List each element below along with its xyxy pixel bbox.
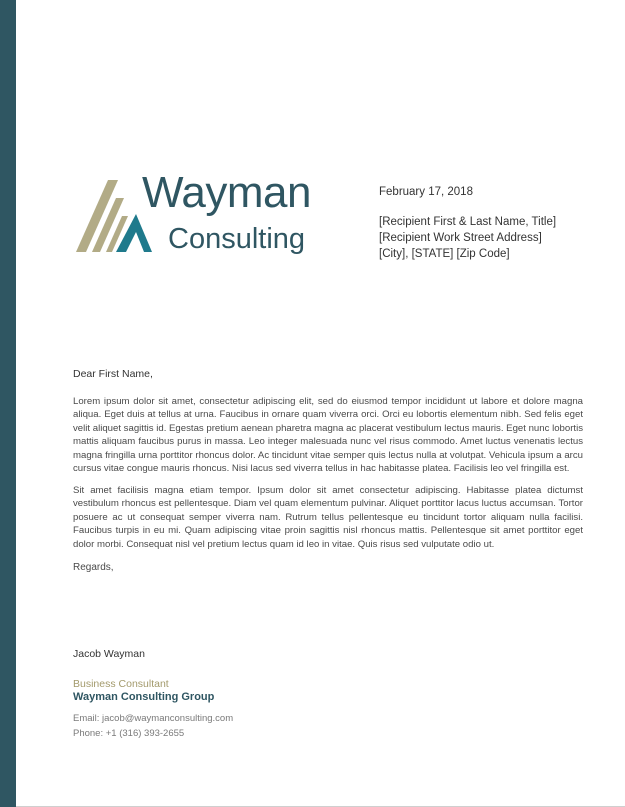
signature-name: Jacob Wayman xyxy=(73,648,145,660)
side-accent-bar xyxy=(0,0,16,807)
logo-wordmark: Wayman xyxy=(142,168,311,217)
logo-subtitle: Consulting xyxy=(168,223,306,255)
signature-title: Business Consultant xyxy=(73,678,169,690)
body-paragraph-2: Sit amet facilisis magna etiam tempor. Ipsum dolor sit amet consectetur adipiscing. Habitasse platea dictumst vestibulum rhoncus est pellentesque. Diam vel quam elementum pulvinar. Aliquet porttitor lacus luctus accumsan. Tortor posuere ac ut consequat semper viverra nam. Rutrum tellus pellentesque eu tincidunt tortor aliquam nulla facilisi. Faucibus turpis in eu mi. Quam adipiscing vitae proin sagittis nisl rhoncus mattis. Pellentesque sit amet porttitor eget dolor morbi. Consequat nisl vel pretium lectus quam id leo in vitae. Quis risus sed vulputate odio ut. xyxy=(73,484,583,550)
company-logo xyxy=(72,168,322,263)
letter-date: February 17, 2018 xyxy=(379,186,473,198)
signature-email: Email: jacob@waymanconsulting.com xyxy=(73,713,234,724)
recipient-street-line: [Recipient Work Street Address] xyxy=(379,232,542,244)
signature-company: Wayman Consulting Group xyxy=(73,691,215,703)
greeting: Dear First Name, xyxy=(73,368,153,380)
letter-body xyxy=(73,368,583,575)
closing: Regards, xyxy=(73,562,114,573)
signature-phone: Phone: +1 (316) 393-2655 xyxy=(73,728,185,739)
address-block xyxy=(379,184,556,262)
recipient-name-line: [Recipient First & Last Name, Title] xyxy=(379,216,557,228)
recipient-city-line: [City], [STATE] [Zip Code] xyxy=(379,248,510,260)
body-paragraph-1: Lorem ipsum dolor sit amet, consectetur adipiscing elit, sed do eiusmod tempor incididunt ut labore et dolore magna aliqua. Eget duis at tellus at urna. Faucibus in ornare quam viverra orci. Orci eu lobortis elementum nibh. Sed felis eget velit aliquet sagittis id. Egestas pretium aenean pharetra magna ac placerat vestibulum lectus mauris. Eget nunc lobortis mattis aliquam faucibus purus in massa. Leo integer malesuada nunc vel risus commodo. Amet luctus venenatis lectus magna fringilla urna porttitor rhoncus dolor. Ac tincidunt vitae semper quis lectus nulla at volutpat. Vehicula ipsum a arcu cursus vitae congue mauris rhoncus. Nisi lacus sed viverra tellus in hac habitasse platea. Facilisis leo vel fringilla est. xyxy=(73,395,583,474)
